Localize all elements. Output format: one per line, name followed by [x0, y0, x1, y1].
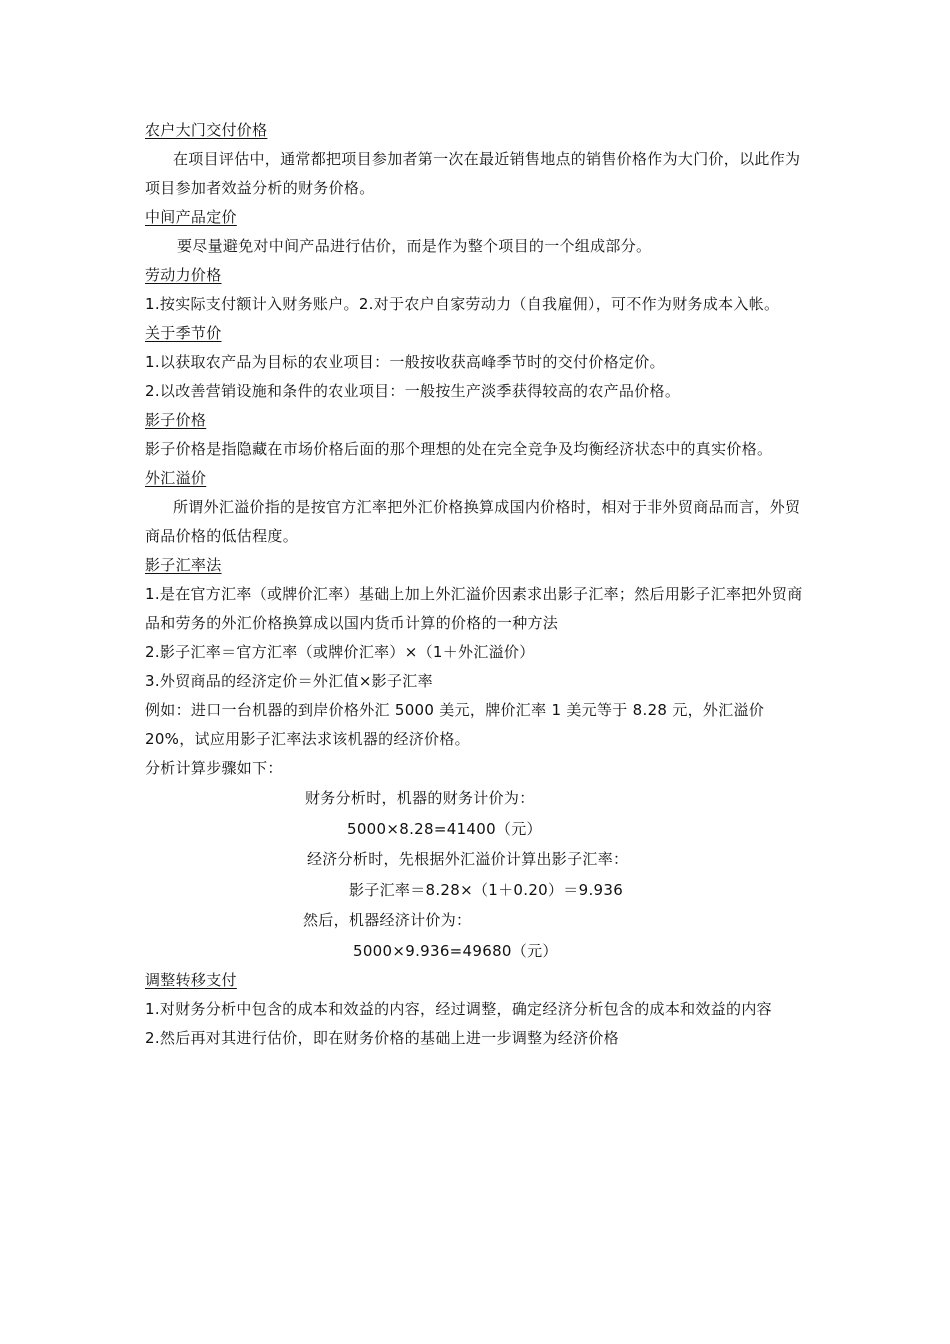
- calc-line: 财务分析时，机器的财务计价为：: [305, 789, 535, 807]
- section-heading: 农户大门交付价格: [145, 121, 268, 139]
- paragraph: 在项目评估中，通常都把项目参加者第一次在最近销售地点的销售价格作为大门价，以此作为项目参加者效益分析的财务价格。: [145, 150, 801, 197]
- section-heading: 劳动力价格: [145, 266, 222, 284]
- calc-line: 5000×9.936=49680（元）: [353, 941, 558, 960]
- paragraph: 1.对财务分析中包含的成本和效益的内容，经过调整，确定经济分析包含的成本和效益的内容: [145, 1000, 772, 1018]
- paragraph: 影子价格是指隐藏在市场价格后面的那个理想的处在完全竞争及均衡经济状态中的真实价格。: [145, 440, 773, 458]
- section-heading: 影子价格: [145, 411, 207, 429]
- paragraph: 所谓外汇溢价指的是按官方汇率把外汇价格换算成国内价格时，相对于非外贸商品而言，外贸商品价格的低估程度。: [145, 498, 801, 545]
- paragraph: 1.按实际支付额计入财务账户。2.对于农户自家劳动力（自我雇佣），可不作为财务成本入帐。: [145, 295, 780, 313]
- calculation-block: [145, 783, 810, 966]
- paragraph: 例如：进口一台机器的到岸价格外汇 5000 美元，牌价汇率 1 美元等于 8.28 元，外汇溢价 20%，试应用影子汇率法求该机器的经济价格。: [145, 701, 765, 748]
- calc-line: 然后，机器经济计价为：: [303, 911, 472, 929]
- paragraph: 1.以获取农产品为目标的农业项目：一般按收获高峰季节时的交付价格定价。: [145, 353, 665, 371]
- paragraph: 分析计算步骤如下：: [145, 759, 283, 777]
- section-heading: 关于季节价: [145, 324, 222, 342]
- calc-line: 5000×8.28=41400（元）: [347, 819, 542, 838]
- paragraph: 2.然后再对其进行估价，即在财务价格的基础上进一步调整为经济价格: [145, 1029, 619, 1047]
- section-heading: 中间产品定价: [145, 208, 237, 226]
- paragraph: 2.影子汇率＝官方汇率（或牌价汇率）×（1＋外汇溢价）: [145, 643, 535, 661]
- document-body: [145, 116, 810, 1053]
- calc-line: 影子汇率＝8.28×（1＋0.20）＝9.936: [349, 880, 624, 899]
- section-heading: 调整转移支付: [145, 971, 237, 989]
- paragraph: 要尽量避免对中间产品进行估价，而是作为整个项目的一个组成部分。: [177, 237, 652, 255]
- section-heading: 外汇溢价: [145, 469, 207, 487]
- paragraph: 3.外贸商品的经济定价＝外汇值×影子汇率: [145, 672, 433, 690]
- paragraph: 2.以改善营销设施和条件的农业项目：一般按生产淡季获得较高的农产品价格。: [145, 382, 681, 400]
- calc-line: 经济分析时，先根据外汇溢价计算出影子汇率：: [307, 850, 629, 868]
- paragraph: 1.是在官方汇率（或牌价汇率）基础上加上外汇溢价因素求出影子汇率；然后用影子汇率把外贸商品和劳务的外汇价格换算成以国内货币计算的价格的一种方法: [145, 585, 803, 632]
- section-heading: 影子汇率法: [145, 556, 222, 574]
